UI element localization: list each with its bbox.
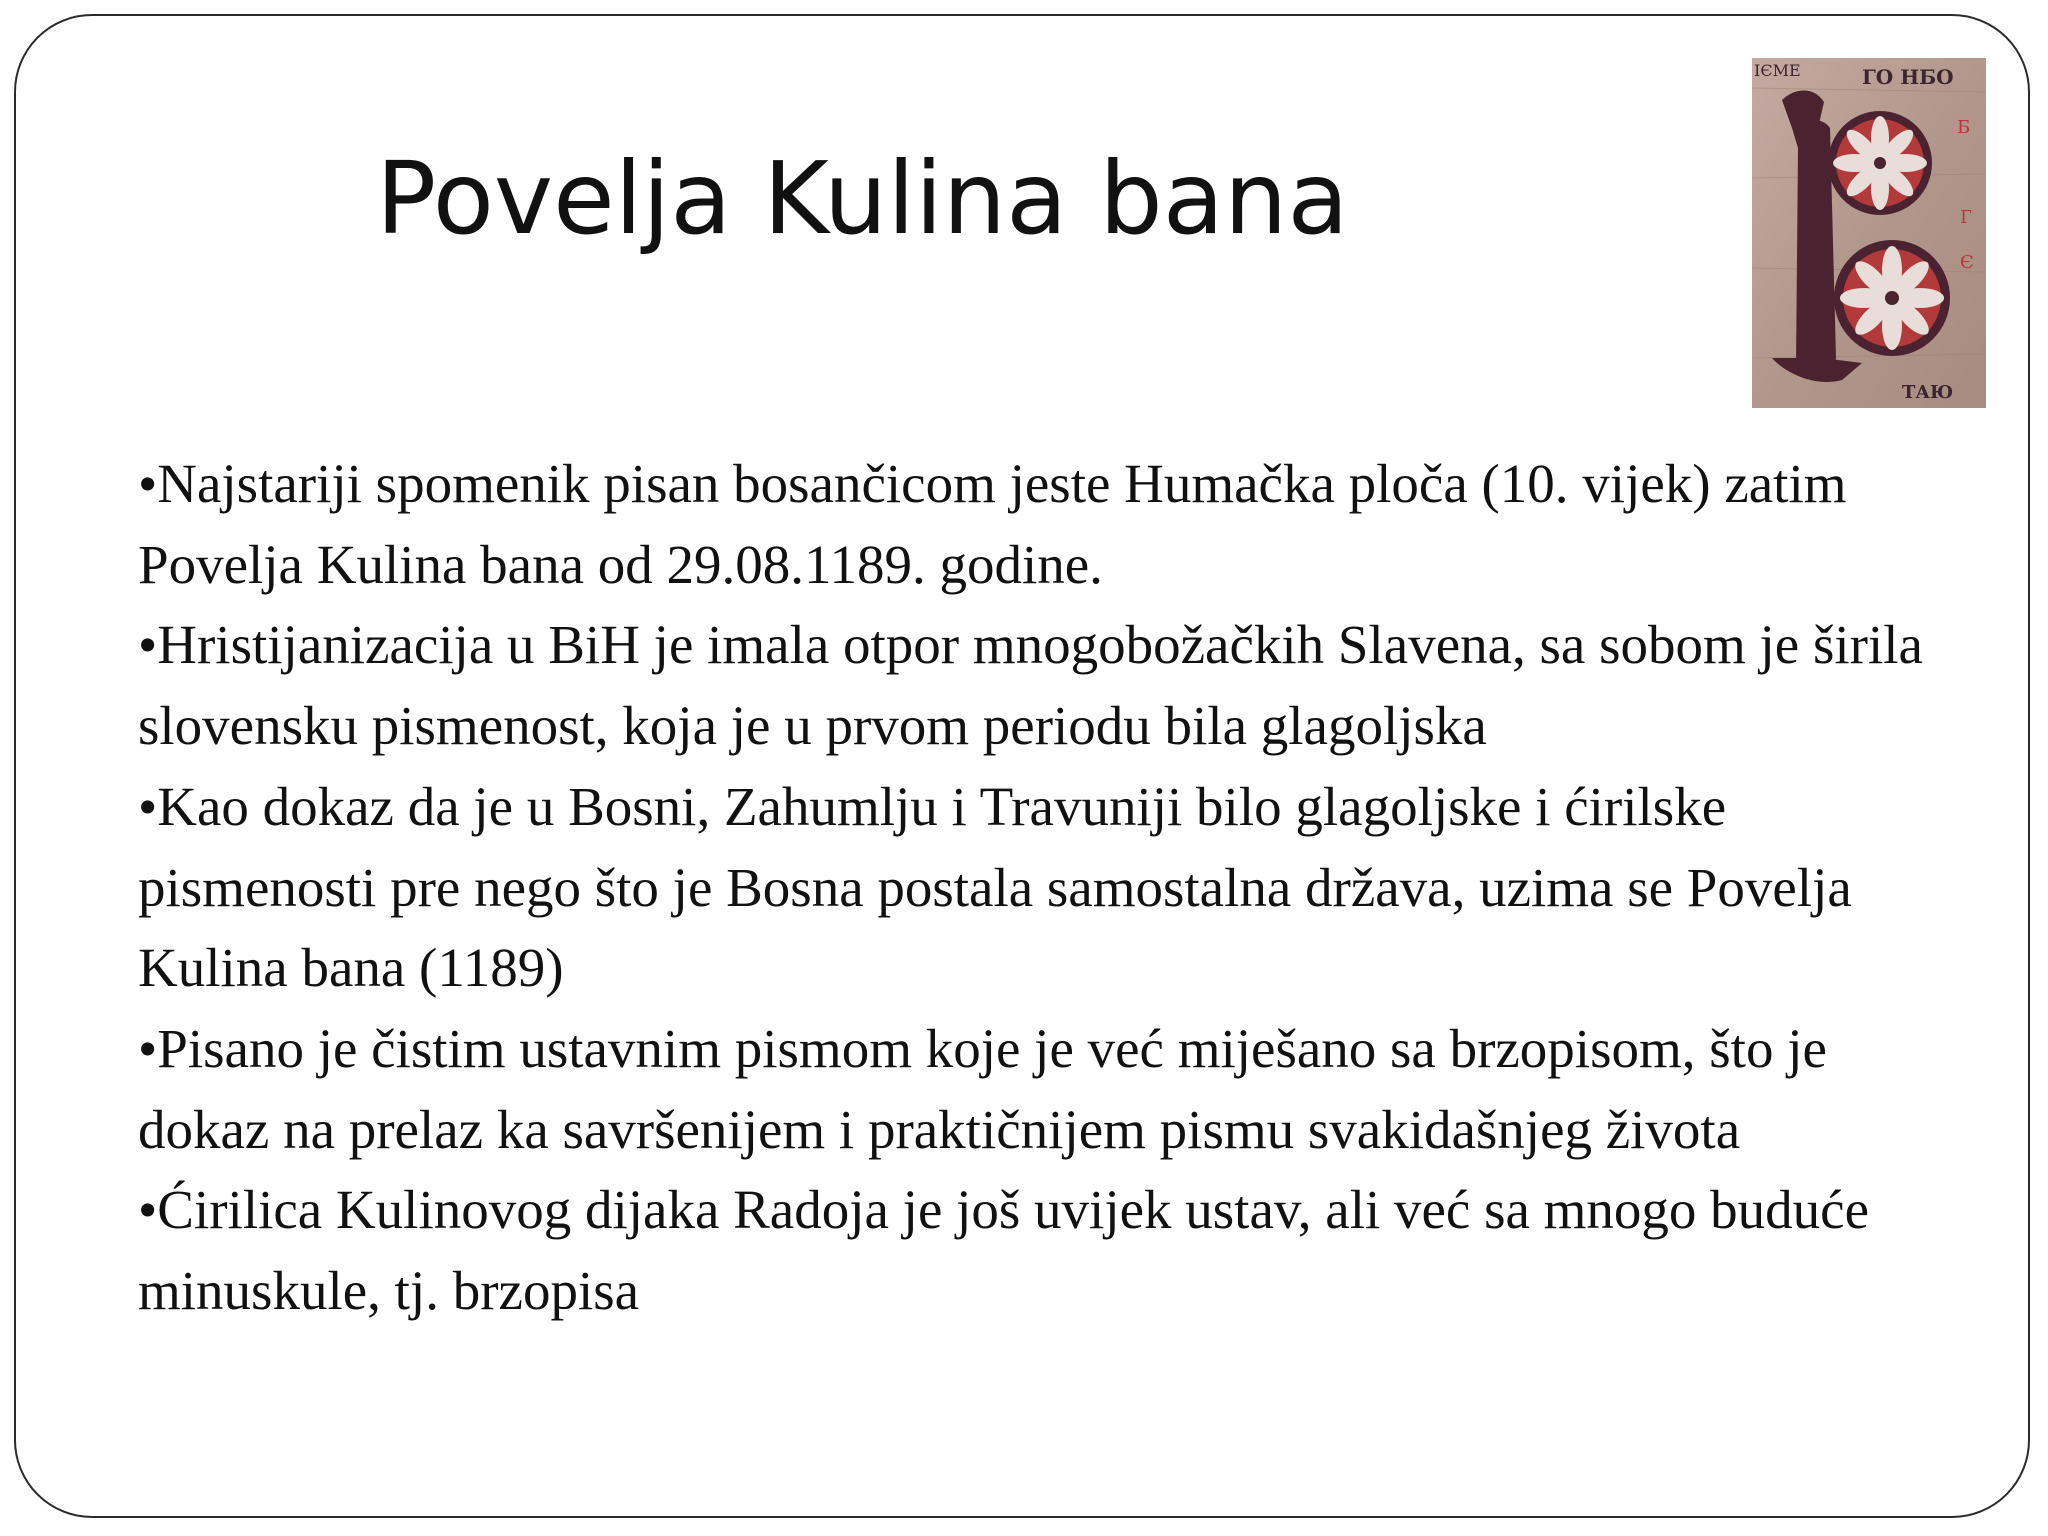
bullet-text: Kao dokaz da je u Bosni, Zahumlju i Travuniji bilo glagoljske i ćirilske pismenosti pre nego što je Bosna postala samostalna država, uzima se Povelja Kulina bana (1189) — [138, 775, 1852, 999]
svg-text:Б: Б — [1957, 117, 1971, 138]
bullet-list — [138, 444, 1938, 1332]
bullet-item — [138, 605, 1938, 766]
illuminated-initial-icon — [1752, 58, 1986, 408]
bullet-item — [138, 1009, 1938, 1170]
bullet-marker: • — [138, 1179, 158, 1241]
manuscript-image — [1752, 58, 1986, 408]
bullet-text: Pisano je čistim ustavnim pismom koje je već miješano sa brzopisom, što je dokaz na prelaz ka savršenijem i praktičnijem pismu svakidašnjeg života — [138, 1017, 1827, 1160]
bullet-item — [138, 1170, 1938, 1331]
svg-text:Г: Г — [1960, 207, 1972, 228]
bullet-text: Najstariji spomenik pisan bosančicom jeste Humačka ploča (10. vijek) zatim Povelja Kulina bana od 29.08.1189. godine. — [138, 453, 1847, 595]
bullet-text: Ćirilica Kulinovog dijaka Radoja je još uvijek ustav, ali već sa mnogo buduće minuskule, tj. brzopisa — [138, 1179, 1870, 1322]
bullet-item — [138, 767, 1938, 1009]
bullet-marker: • — [138, 775, 158, 837]
svg-text:Є: Є — [1960, 252, 1974, 273]
manuscript-fragment-3: ТАЮ — [1902, 382, 1954, 403]
bullet-marker: • — [138, 1017, 158, 1079]
slide — [14, 14, 2030, 1518]
bullet-item — [138, 444, 1938, 605]
bullet-marker: • — [138, 614, 158, 676]
slide-title: Povelja Kulina bana — [376, 140, 1349, 257]
bullet-marker: • — [138, 453, 158, 514]
manuscript-fragment-1: ІЄМЕ — [1754, 61, 1801, 80]
bullet-text: Hristijanizacija u BiH je imala otpor mnogobožačkih Slavena, sa sobom je širila slovensku pismenost, koja je u prvom periodu bila glagoljska — [138, 614, 1923, 757]
manuscript-fragment-2: ГО НБО — [1862, 65, 1954, 89]
